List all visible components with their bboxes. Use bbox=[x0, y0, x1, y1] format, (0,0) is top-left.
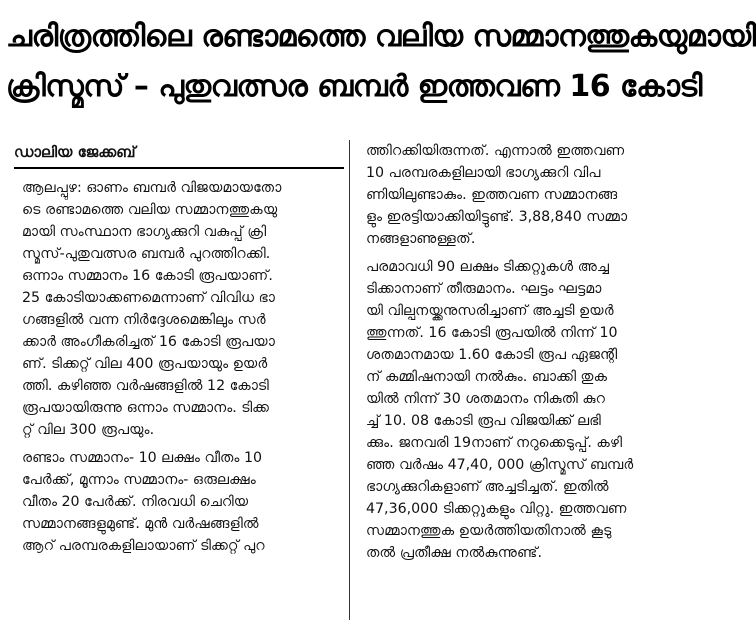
text-line: മായി സംസ്ഥാന ഭാഗ്യക്കുറി വകുപ്പ് ക്രി bbox=[22, 224, 267, 240]
text-line: ണ്. ടിക്കറ്റ് വില 400 രൂപയായും ഉയർ bbox=[22, 356, 268, 372]
paragraph bbox=[358, 256, 678, 564]
text-line: ത്തിറക്കിയിരുന്നത്. എന്നാൽ ഇത്തവണ bbox=[366, 143, 625, 159]
text-line: ഞ്ഞ വർഷം 47,40, 000 ക്രിസ്മസ് ബമ്പർ bbox=[366, 457, 634, 473]
text-line: ച്ച് 10. 08 കോടി രൂപ വിജയിക്ക് ലഭി bbox=[366, 413, 601, 429]
text-line: ആറ് പരമ്പരകളിലായാണ് ടിക്കറ്റ് പുറ bbox=[22, 538, 265, 554]
column-left-body bbox=[14, 177, 344, 557]
text-line: ടിക്കാനാണ് തീരുമാനം. ഘട്ടം ഘട്ടമാ bbox=[366, 281, 602, 297]
text-line: ത്തി. കഴിഞ്ഞ വർഷങ്ങളിൽ 12 കോടി bbox=[22, 378, 269, 394]
text-line: ന് കമ്മിഷനായി നൽകും. ബാക്കി തുക bbox=[366, 369, 608, 385]
article-columns bbox=[6, 140, 678, 620]
text-line: നങ്ങളാണുള്ളത്. bbox=[366, 231, 476, 247]
text-line: തൽ പ്രതീക്ഷ നൽകുന്നുണ്ട്. bbox=[366, 545, 543, 561]
paragraph bbox=[14, 177, 344, 441]
text-line: ശതമാനമായ 1.60 കോടി രൂപ ഏജന്റി bbox=[366, 347, 618, 363]
text-line: സമ്മാനത്തുക ഉയർത്തിയതിനാൽ കൂടു bbox=[366, 523, 612, 539]
text-line: രണ്ടാം സമ്മാനം- 10 ലക്ഷം വീതം 10 bbox=[22, 450, 263, 466]
text-line: ഒന്നാം സമ്മാനം 16 കോടി രൂപയാണ്. bbox=[22, 268, 273, 284]
text-line: ക്കും. ജനവരി 19നാണ് നറുക്കെടുപ്പ്. കഴി bbox=[366, 435, 623, 451]
column-divider bbox=[349, 140, 350, 620]
text-line: രൂപയായിരുന്നു ഒന്നാം സമ്മാനം. ടിക്ക bbox=[22, 400, 270, 416]
text-line: 47,36,000 ടിക്കറ്റുകളും വിറ്റു. ഇത്തവണ bbox=[366, 501, 627, 517]
text-line: ഭാഗ്യക്കുറികളാണ് അച്ചടിച്ചത്. ഇതിൽ bbox=[366, 479, 609, 495]
text-line: യി വില്പനയ്ക്കനുസരിച്ചാണ് അച്ചടി ഉയർ bbox=[366, 303, 614, 319]
text-line: സ്മസ്-പുതുവത്സര ബമ്പർ പുറത്തിറക്കി. bbox=[22, 246, 271, 262]
byline: ഡാലിയ ജേക്കബ് bbox=[14, 143, 136, 161]
text-line: ആലപ്പുഴ: ഓണം ബമ്പർ വിജയമായതോ bbox=[22, 180, 282, 196]
text-line: ടെ രണ്ടാമത്തെ വലിയ സമ്മാനത്തുകയു bbox=[22, 202, 278, 218]
text-line: ത്തുന്നത്. 16 കോടി രൂപയിൽ നിന്ന് 10 bbox=[366, 325, 618, 341]
text-line: ക്കാർ അംഗീകരിച്ചത് 16 കോടി രൂപയാ bbox=[22, 334, 275, 350]
text-line: 25 കോടിയാക്കണമെന്നാണ് വിവിധ ഭാ bbox=[22, 290, 275, 306]
column-right bbox=[358, 140, 678, 620]
column-right-body bbox=[358, 140, 678, 564]
text-line: യിൽ നിന്ന് 30 ശതമാനം നികുതി കുറ bbox=[366, 391, 606, 407]
headline-line: ക്രിസ്മസ് – പുതുവത്സര ബമ്പർ ഇത്തവണ 16 കോടി bbox=[6, 69, 702, 104]
text-line: പരമാവധി 90 ലക്ഷം ടിക്കറ്റുകൾ അച്ച bbox=[366, 259, 610, 275]
text-line: ഗങ്ങളിൽ വന്ന നിർദ്ദേശമെങ്കിലും സർ bbox=[22, 312, 266, 328]
text-line: പേർക്ക്, മൂന്നാം സമ്മാനം- ഒരുലക്ഷം bbox=[22, 472, 256, 488]
text-line: 10 പരമ്പരകളിലായി ഭാഗ്യക്കുറി വിപ bbox=[366, 165, 601, 181]
headline bbox=[6, 12, 756, 112]
text-line: വീതം 20 പേർക്ക്. നിരവധി ചെറിയ bbox=[22, 494, 249, 510]
paragraph bbox=[358, 140, 678, 250]
paragraph bbox=[14, 447, 344, 557]
text-line: സമ്മാനങ്ങളുമുണ്ട്. മുൻ വർഷങ്ങളിൽ bbox=[22, 516, 259, 532]
text-line: ളും ഇരട്ടിയാക്കിയിട്ടുണ്ട്. 3,88,840 സമ്മാ bbox=[366, 209, 628, 225]
byline-rule bbox=[14, 167, 344, 169]
headline-line: ചരിത്രത്തിലെ രണ്ടാമത്തെ വലിയ സമ്മാനത്തുകയുമായി bbox=[6, 19, 756, 54]
text-line: റ്റ് വില 300 രൂപയും. bbox=[22, 422, 155, 438]
column-left bbox=[14, 140, 344, 620]
text-line: ണിയിലുണ്ടാകും. ഇത്തവണ സമ്മാനങ്ങ bbox=[366, 187, 618, 203]
